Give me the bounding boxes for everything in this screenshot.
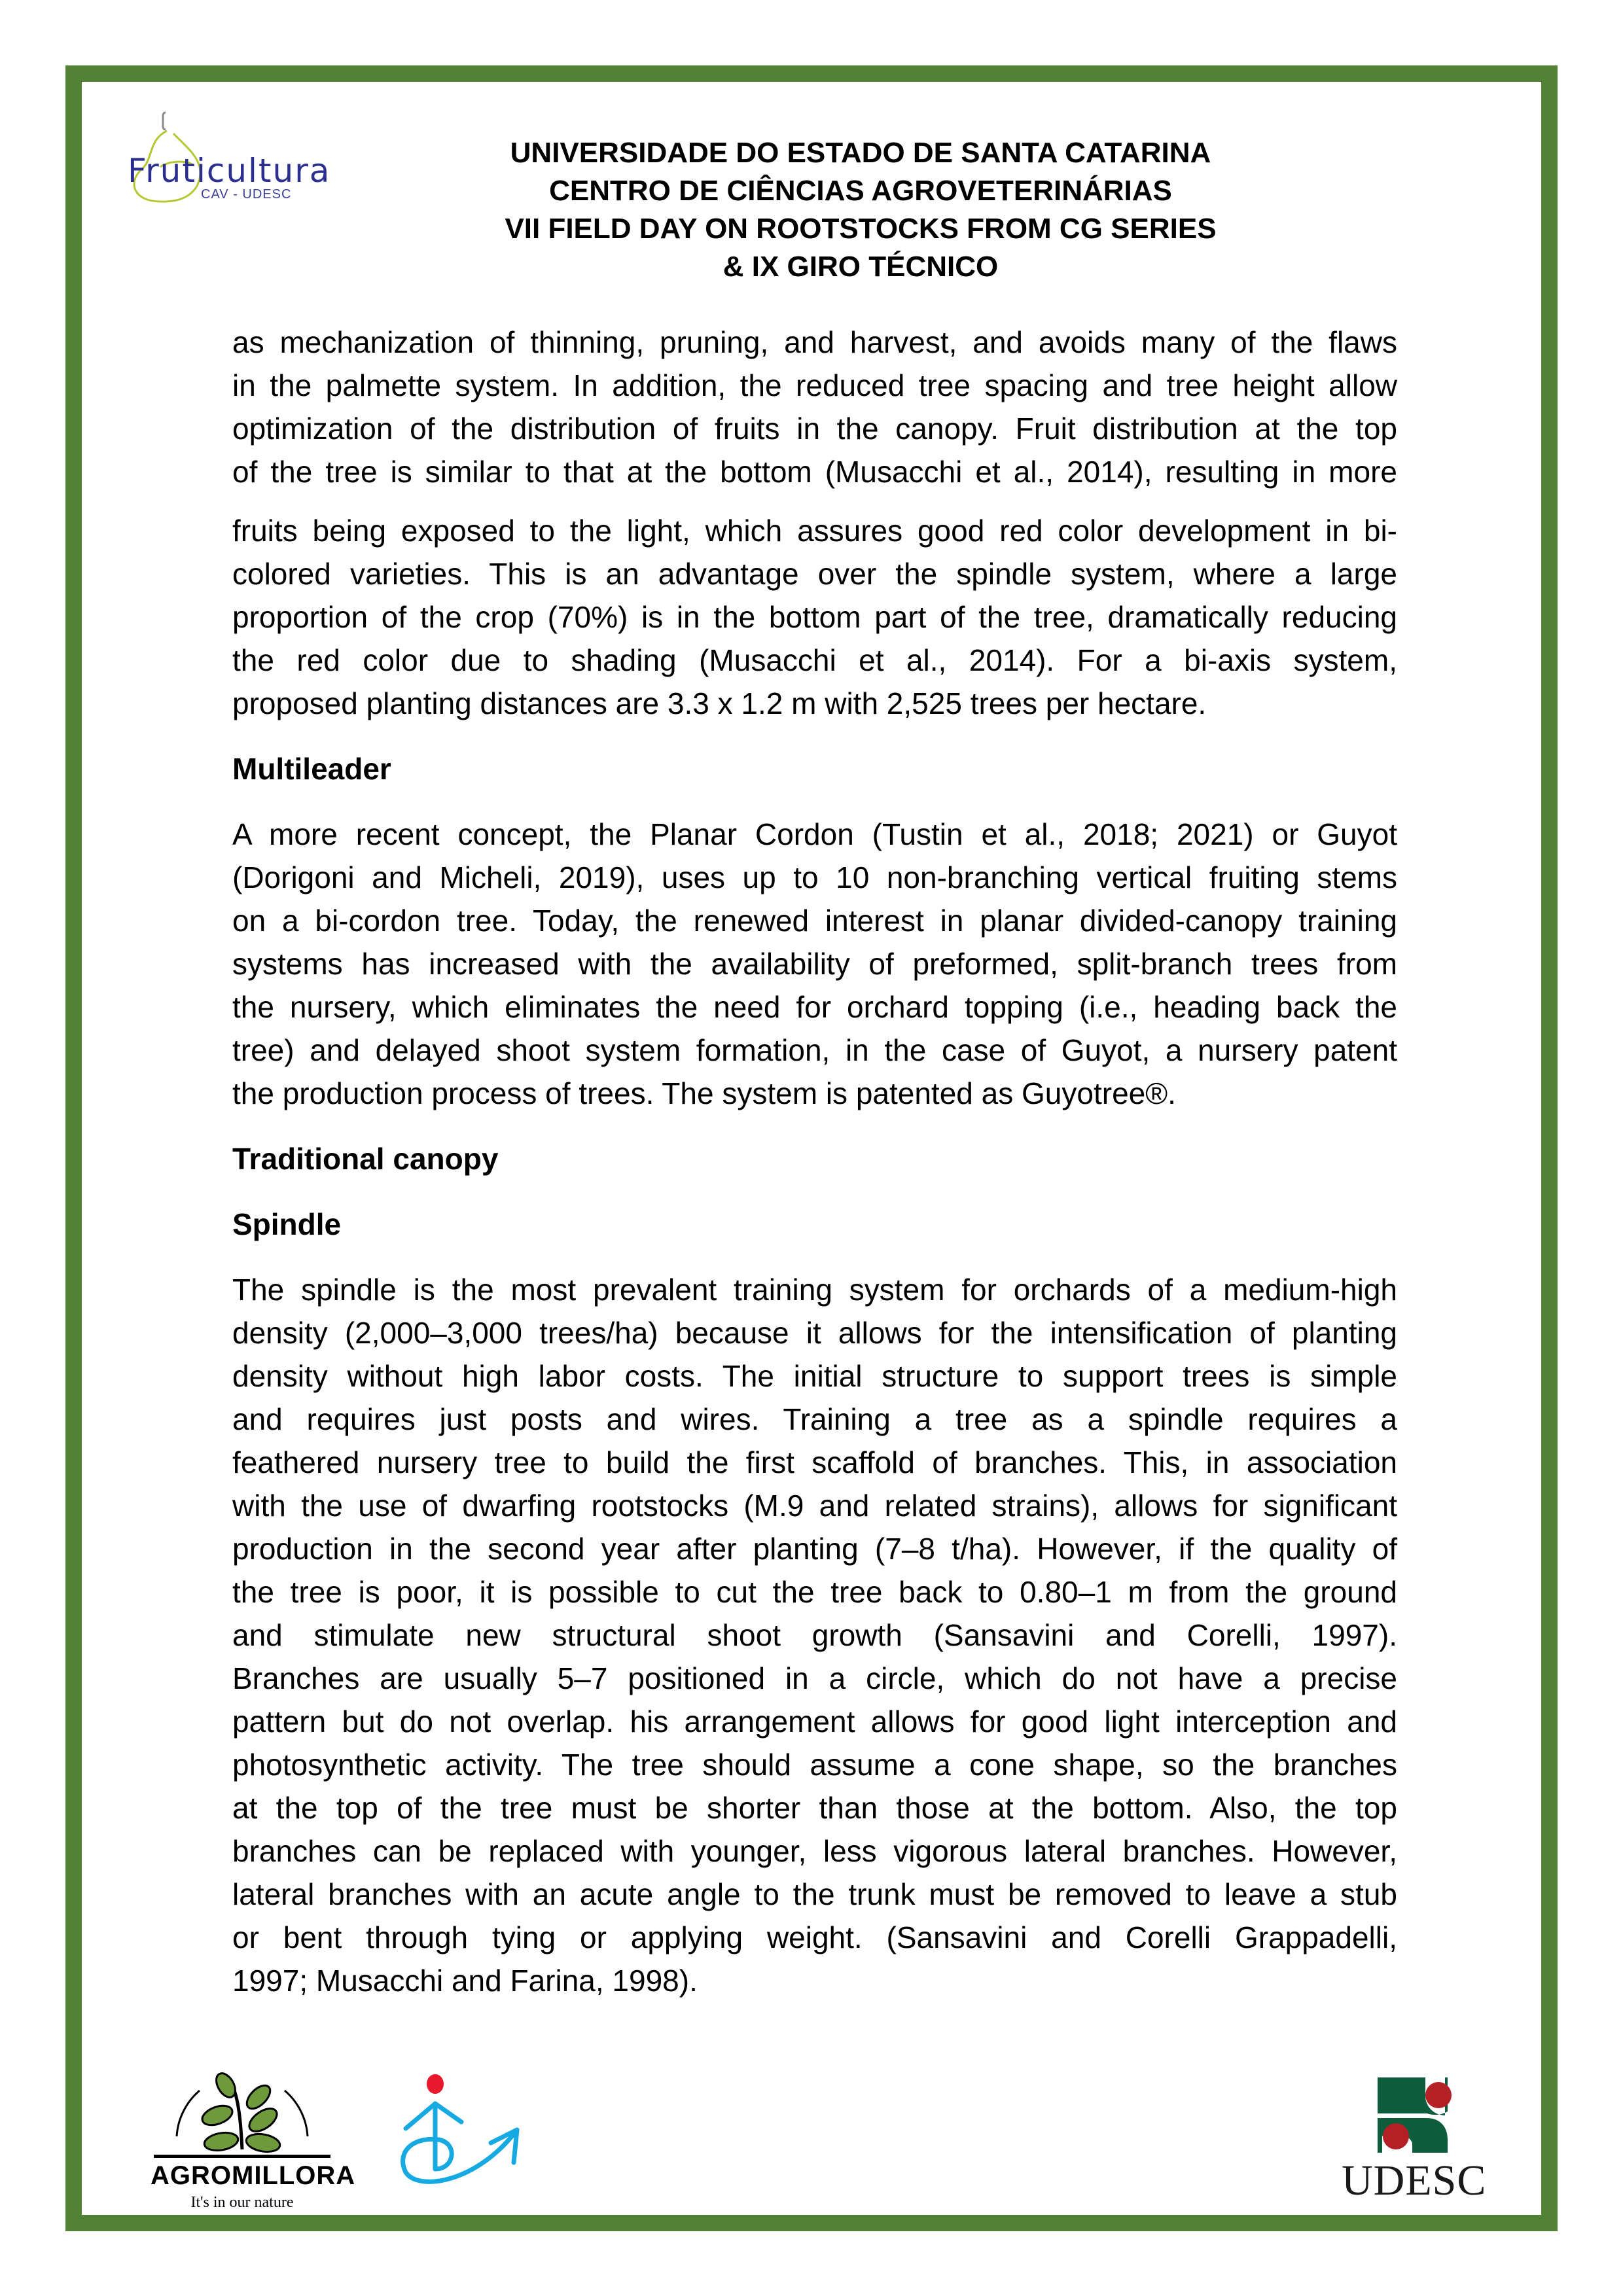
text-line: or bent through tying or applying weight. (Sansavini and Corelli Grappadelli, [232,1920,1397,1954]
text-line: pattern but do not overlap. his arrangement allows for good light interception and [232,1704,1397,1739]
text-line: of the tree is similar to that at the bottom (Musacchi et al., 2014), resulting in more [232,455,1397,489]
text-line: and stimulate new structural shoot growth (Sansavini and Corelli, 1997). [232,1618,1397,1652]
text-line: optimization of the distribution of fruits in the canopy. Fruit distribution at the top [232,412,1397,446]
text-line: on a bi-cordon tree. Today, the renewed interest in planar divided-canopy training [232,904,1397,938]
agromillora-tagline: It's in our nature [190,2194,294,2211]
agromillora-logo [151,2071,356,2215]
text-line: the production process of trees. The system is patented as Guyotree®. [232,1076,1176,1110]
paragraph-bi-axis [232,509,1397,725]
text-line: tree) and delayed shoot system formation, in the case of Guyot, a nursery patent [232,1033,1397,1067]
text-line: 1997; Musacchi and Farina, 1998). [232,1964,698,1998]
text-line: and requires just posts and wires. Training a tree as a spindle requires a [232,1402,1397,1436]
fruticultura-subtitle: CAV - UDESC [201,187,292,202]
tree-sprout-icon [151,2071,334,2163]
text-line: Branches are usually 5–7 positioned in a circle, which do not have a precise [232,1661,1397,1695]
text-line: lateral branches with an acute angle to the trunk must be removed to leave a stub [232,1877,1397,1911]
text-line: (Dorigoni and Micheli, 2019), uses up to 10 non-branching vertical fruiting stems [232,860,1397,894]
agromillora-wordmark: AGROMILLORA [151,2161,356,2190]
text-line: at the top of the tree must be shorter than those at the bottom. Also, the top [232,1791,1397,1825]
text-line: colored varieties. This is an advantage over the spindle system, where a large [232,557,1397,591]
header-title-line: VII FIELD DAY ON ROOTSTOCKS FROM CG SERIES [505,213,1217,245]
text-line: systems has increased with the availability of preformed, split-branch trees from [232,947,1397,981]
text-line: the red color due to shading (Musacchi et al., 2014). For a bi-axis system, [232,643,1397,677]
paragraph-multileader [232,813,1397,1115]
udesc-emblem-icon [1342,2077,1499,2156]
section-heading-traditional-canopy: Traditional canopy [232,1142,499,1176]
text-line: the nursery, which eliminates the need for orchard topping (i.e., heading back the [232,990,1397,1024]
text-line: production in the second year after planting (7–8 t/ha). However, if the quality of [232,1532,1397,1566]
section-heading-multileader: Multileader [232,752,391,786]
udesc-wordmark: UDESC [1342,2157,1487,2204]
paragraph-spindle [232,1268,1397,2002]
text-line: feathered nursery tree to build the first scaffold of branches. This, in association [232,1445,1397,1479]
text-line: the tree is poor, it is possible to cut the tree back to 0.80–1 m from the ground [232,1575,1397,1609]
header-title-line: UNIVERSIDADE DO ESTADO DE SANTA CATARINA [510,137,1211,169]
text-line: as mechanization of thinning, pruning, and harvest, and avoids many of the flaws [232,325,1397,359]
document-body [232,321,1397,2002]
text-line: with the use of dwarfing rootstocks (M.9 and related strains), allows for significant [232,1489,1397,1523]
text-line: fruits being exposed to the light, which assures good red color development in bi- [232,514,1397,548]
text-line: proposed planting distances are 3.3 x 1.2 m with 2,525 trees per hectare. [232,686,1207,720]
text-line: proportion of the crop (70%) is in the bottom part of the tree, dramatically reducing [232,600,1397,634]
person-arrow-icon [393,2071,537,2189]
paragraph-palmette-continuation [232,321,1397,493]
text-line: photosynthetic activity. The tree should assume a cone shape, so the branches [232,1748,1397,1782]
text-line: The spindle is the most prevalent training system for orchards of a medium-high [232,1273,1397,1307]
fruticultura-wordmark: Fruticultura [128,152,331,190]
text-line: density without high labor costs. The initial structure to support trees is simple [232,1359,1397,1393]
udesc-logo [1342,2077,1499,2208]
header-title-line: & IX GIRO TÉCNICO [722,251,999,283]
text-line: branches can be replaced with younger, less vigorous lateral branches. However, [232,1834,1397,1868]
fruticultura-logo [121,105,337,203]
header-title-line: CENTRO DE CIÊNCIAS AGROVETERINÁRIAS [549,175,1172,207]
text-line: A more recent concept, the Planar Cordon (Tustin et al., 2018; 2021) or Guyot [232,817,1397,851]
section-heading-spindle: Spindle [232,1207,342,1241]
text-line: in the palmette system. In addition, the reduced tree spacing and tree height allow [232,368,1397,402]
header-title-block [366,134,1355,286]
text-line: density (2,000–3,000 trees/ha) because it allows for the intensification of planting [232,1316,1397,1350]
blue-figure-logo [393,2071,537,2189]
